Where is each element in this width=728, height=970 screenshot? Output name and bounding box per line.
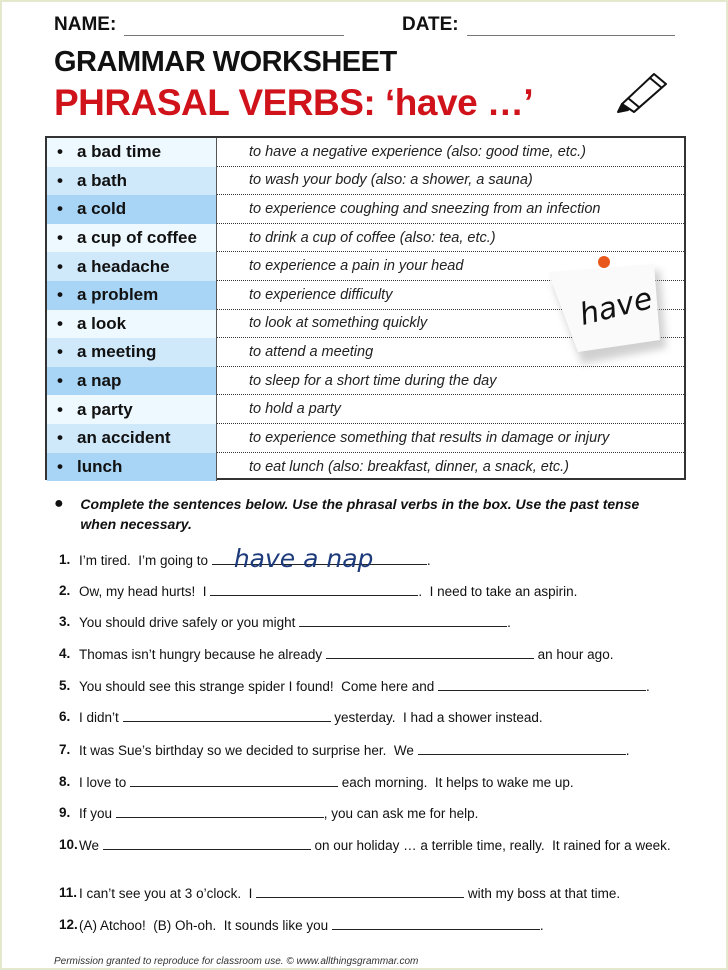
text-before-blank: You should drive safely or you might bbox=[79, 615, 300, 630]
answer-blank[interactable] bbox=[116, 804, 324, 818]
name-field bbox=[54, 14, 344, 36]
item-text bbox=[79, 804, 478, 823]
item-text bbox=[79, 741, 629, 760]
vocab-definition: to attend a meeting bbox=[217, 338, 684, 367]
answer-blank[interactable] bbox=[123, 708, 331, 722]
copyright-footer: Permission granted to reproduce for classroom use. © www.allthingsgrammar.com bbox=[54, 956, 419, 967]
item-number: 12. bbox=[59, 917, 78, 932]
vocab-term-text: a cold bbox=[77, 199, 127, 219]
text-after-blank: . I need to take an aspirin. bbox=[418, 584, 578, 599]
item-number: 6. bbox=[59, 709, 71, 724]
exercise-item bbox=[59, 884, 679, 903]
vocab-term-text: a nap bbox=[77, 371, 122, 391]
text-before-blank: I can’t see you at 3 o’clock. I bbox=[79, 886, 257, 901]
text-after-blank: . bbox=[539, 918, 544, 933]
vocab-term bbox=[47, 281, 217, 310]
vocab-row bbox=[47, 195, 684, 224]
text-after-blank: yesterday. I had a shower instead. bbox=[330, 710, 543, 725]
answer-blank[interactable] bbox=[103, 836, 311, 850]
answer-blank[interactable] bbox=[438, 677, 646, 691]
answer-blank[interactable] bbox=[299, 613, 507, 627]
item-number: 3. bbox=[59, 614, 71, 629]
instructions bbox=[54, 494, 674, 534]
answer-blank[interactable] bbox=[418, 741, 626, 755]
date-line[interactable] bbox=[467, 17, 675, 36]
vocab-definition: to experience something that results in damage or injury bbox=[217, 424, 684, 453]
text-after-blank: . bbox=[426, 553, 431, 568]
vocab-term-text: an accident bbox=[77, 428, 171, 448]
vocab-term bbox=[47, 453, 217, 482]
item-number: 8. bbox=[59, 774, 71, 789]
sticky-note bbox=[542, 252, 672, 372]
vocab-term-text: a bath bbox=[77, 170, 128, 190]
item-number: 10. bbox=[59, 837, 78, 852]
exercise-item bbox=[59, 708, 679, 727]
text-before-blank: We bbox=[79, 838, 103, 853]
vocab-term-text: a headache bbox=[77, 256, 170, 276]
answer-blank[interactable] bbox=[256, 884, 464, 898]
vocab-term bbox=[47, 395, 217, 424]
text-after-blank: on our holiday … a terrible time, really. It rained for a week. bbox=[310, 838, 671, 853]
vocab-row bbox=[47, 453, 684, 482]
exercise-item bbox=[59, 836, 679, 855]
text-after-blank: , you can ask me for help. bbox=[323, 806, 479, 821]
bullet-icon: • bbox=[57, 228, 63, 248]
text-before-blank: I didn’t bbox=[79, 710, 123, 725]
worksheet-title: GRAMMAR WORKSHEET bbox=[54, 46, 397, 78]
item-number: 2. bbox=[59, 583, 71, 598]
text-before-blank: It was Sue’s birthday so we decided to surprise her. We bbox=[79, 743, 418, 758]
date-label: DATE: bbox=[402, 14, 459, 35]
answer-blank[interactable] bbox=[212, 544, 427, 573]
vocab-row bbox=[47, 424, 684, 453]
vocab-term bbox=[47, 310, 217, 339]
answer-blank[interactable] bbox=[210, 582, 418, 596]
bullet-icon: ● bbox=[54, 495, 64, 512]
exercise-item bbox=[59, 677, 679, 696]
text-after-blank: . bbox=[645, 679, 650, 694]
instructions-text: Complete the sentences below. Use the phrasal verbs in the box. Use the past tense when necessary. bbox=[80, 496, 640, 532]
text-before-blank: Ow, my head hurts! I bbox=[79, 584, 211, 599]
item-text bbox=[79, 708, 543, 727]
vocab-definition: to hold a party bbox=[217, 395, 684, 424]
vocab-term bbox=[47, 167, 217, 196]
vocab-term-text: a meeting bbox=[77, 342, 157, 362]
item-text bbox=[79, 836, 671, 855]
item-text bbox=[79, 582, 577, 601]
item-text bbox=[79, 677, 650, 696]
bullet-icon: • bbox=[57, 456, 63, 476]
name-line[interactable] bbox=[124, 17, 344, 36]
exercise-item bbox=[59, 804, 679, 823]
vocab-term-text: lunch bbox=[77, 456, 123, 476]
vocab-term bbox=[47, 195, 217, 224]
vocab-definition: to experience coughing and sneezing from an infection bbox=[217, 195, 684, 224]
bullet-icon: • bbox=[57, 399, 63, 419]
vocab-term bbox=[47, 367, 217, 396]
exercise-item bbox=[59, 916, 679, 935]
text-after-blank: with my boss at that time. bbox=[464, 886, 621, 901]
pushpin-icon bbox=[598, 256, 610, 268]
item-number: 5. bbox=[59, 678, 71, 693]
bullet-icon: • bbox=[57, 199, 63, 219]
text-before-blank: I love to bbox=[79, 775, 131, 790]
vocab-definition: to experience difficulty bbox=[217, 281, 684, 310]
answer-blank[interactable] bbox=[130, 773, 338, 787]
bullet-icon: • bbox=[57, 142, 63, 162]
bullet-icon: • bbox=[57, 371, 63, 391]
text-before-blank: Thomas isn’t hungry because he already bbox=[79, 647, 326, 662]
vocab-definition: to sleep for a short time during the day bbox=[217, 367, 684, 396]
worksheet-subtitle: PHRASAL VERBS: ‘have …’ bbox=[54, 82, 534, 123]
bullet-icon: • bbox=[57, 256, 63, 276]
bullet-icon: • bbox=[57, 170, 63, 190]
vocab-term bbox=[47, 224, 217, 253]
vocab-row bbox=[47, 138, 684, 167]
exercise-item bbox=[59, 741, 679, 760]
text-before-blank: (A) Atchoo! (B) Oh-oh. It sounds like you bbox=[79, 918, 332, 933]
text-before-blank: If you bbox=[79, 806, 116, 821]
bullet-icon: • bbox=[57, 342, 63, 362]
vocab-term-text: a problem bbox=[77, 285, 159, 305]
vocab-term-text: a cup of coffee bbox=[77, 228, 197, 248]
item-number: 9. bbox=[59, 805, 71, 820]
exercise-item bbox=[59, 582, 679, 601]
text-after-blank: an hour ago. bbox=[533, 647, 614, 662]
vocab-definition: to experience a pain in your head bbox=[217, 252, 684, 281]
text-after-blank: . bbox=[507, 615, 511, 630]
vocab-definition: to drink a cup of coffee (also: tea, etc.) bbox=[217, 224, 684, 253]
name-label: NAME: bbox=[54, 14, 117, 35]
item-text bbox=[79, 613, 511, 632]
exercise-item bbox=[59, 544, 679, 573]
answer-blank[interactable] bbox=[332, 916, 540, 930]
item-number: 4. bbox=[59, 646, 71, 661]
date-field bbox=[402, 14, 675, 36]
text-after-blank: each morning. It helps to wake me up. bbox=[338, 775, 574, 790]
item-text bbox=[79, 773, 574, 792]
vocab-term bbox=[47, 138, 217, 167]
item-text bbox=[79, 645, 613, 664]
exercise-item bbox=[59, 773, 679, 792]
exercise-item bbox=[59, 613, 679, 632]
bullet-icon: • bbox=[57, 313, 63, 333]
sticky-note-text: have bbox=[576, 281, 656, 333]
vocab-term-text: a party bbox=[77, 399, 133, 419]
vocab-row bbox=[47, 224, 684, 253]
bullet-icon: • bbox=[57, 428, 63, 448]
vocab-term-text: a look bbox=[77, 313, 127, 333]
exercise-item bbox=[59, 645, 679, 664]
vocab-row bbox=[47, 167, 684, 196]
vocab-term bbox=[47, 338, 217, 367]
vocab-row bbox=[47, 395, 684, 424]
vocab-term-text: a bad time bbox=[77, 142, 162, 162]
vocab-term bbox=[47, 252, 217, 281]
vocab-term bbox=[47, 424, 217, 453]
bullet-icon: • bbox=[57, 285, 63, 305]
item-text bbox=[79, 916, 544, 935]
item-number: 11. bbox=[59, 885, 78, 900]
item-text bbox=[79, 544, 431, 573]
vocab-definition: to wash your body (also: a shower, a sauna) bbox=[217, 167, 684, 196]
item-number: 1. bbox=[59, 552, 71, 567]
handwritten-answer: have a nap bbox=[233, 544, 374, 573]
answer-blank[interactable] bbox=[326, 645, 534, 659]
item-text bbox=[79, 884, 620, 903]
item-number: 7. bbox=[59, 742, 71, 757]
vocab-definition: to look at something quickly bbox=[217, 310, 684, 339]
vocab-definition: to eat lunch (also: breakfast, dinner, a snack, etc.) bbox=[249, 458, 569, 475]
text-before-blank: You should see this strange spider I found! Come here and bbox=[79, 679, 438, 694]
text-after-blank: . bbox=[625, 743, 630, 758]
vocab-definition: to have a negative experience (also: good time, etc.) bbox=[217, 138, 684, 167]
pencil-icon bbox=[614, 64, 674, 114]
text-before-blank: I’m tired. I’m going to bbox=[79, 553, 212, 568]
